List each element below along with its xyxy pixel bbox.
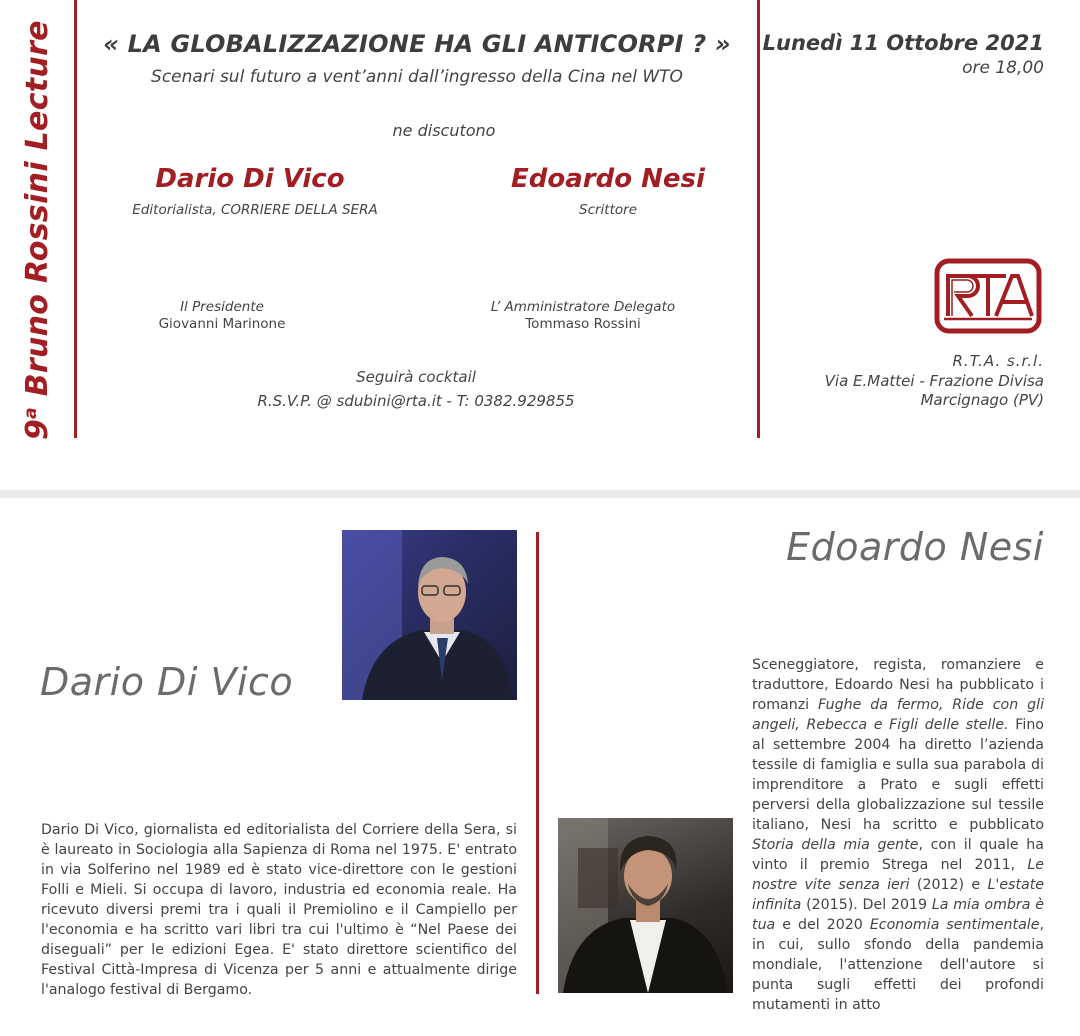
discussion-intro: ne discutono xyxy=(392,121,496,140)
company-address-line1: Via E.Mattei - Frazione Divisa xyxy=(824,372,1044,390)
divico-photo xyxy=(342,530,517,700)
cocktail-note: Seguirà cocktail xyxy=(356,368,476,386)
speaker-role-nesi: Scrittore xyxy=(579,202,637,218)
event-date: Lunedì 11 Ottobre 2021 xyxy=(762,31,1044,55)
event-subtitle: Scenari sul futuro a vent’anni dall’ingresso della Cina nel WTO xyxy=(151,67,683,87)
rta-logo xyxy=(934,258,1042,334)
nesi-name-heading: Edoardo Nesi xyxy=(786,525,1044,569)
left-divider-line xyxy=(74,0,77,438)
speaker-name-divico: Dario Di Vico xyxy=(155,164,345,194)
speaker-role-divico: Editorialista, CORRIERE DELLA SERA xyxy=(132,202,378,218)
president-title: Il Presidente xyxy=(180,299,264,315)
speaker-name-nesi: Edoardo Nesi xyxy=(511,164,705,194)
section-divider xyxy=(0,490,1080,498)
nesi-photo xyxy=(558,818,733,993)
company-name: R.T.A. s.r.l. xyxy=(952,352,1044,370)
divico-bio: Dario Di Vico, giornalista ed editorialista del Corriere della Sera, si è laureato in Sociologia alla Sapienza di Roma nel 1975. E' entrato in via Solferino nel 1989 ed è stato vice-direttore con le gestioni Folli e Mieli. Si occupa di lavoro, industria ed economia reale. Ha ricevuto diversi premi tra i quali il Premiolino e il Campiello per l'economia e ha scritto vari libri tra cui l'ultimo è “Nel Paese dei diseguali” per le edizioni Egea. E' stato direttore scientifico del Festival Città-Impresa di Vicenza per 5 anni e attualmente dirige l'analogo festival di Bergamo. xyxy=(41,822,517,998)
ceo-title: L’ Amministratore Delegato xyxy=(490,299,676,315)
nesi-bio: Sceneggiatore, regista, romanziere e traduttore, Edoardo Nesi ha pubblicato i romanzi Fughe da fermo, Ride con gli angeli, Rebecca e Figli delle stelle. Fino al settembre 2004 ha diretto l’azienda tessile di famiglia e sulla sua parabola di imprenditore a Prato e sugli effetti perversi della globalizzazione sul tessile italiano, Nesi ha scritto e pubblicato Storia della mia gente, con il quale ha vinto il premio Strega nel 2011, Le nostre vite senza ieri (2012) e L'estate infinita (2015). Del 2019 La mia ombra è tua e del 2020 Economia sentimentale, in cui, sullo sfondo della pandemia mondiale, l'attenzione dell'autore si punta sugli effetti dei profondi mutamenti in atto xyxy=(752,657,1045,1013)
event-title: « LA GLOBALIZZAZIONE HA GLI ANTICORPI ? » xyxy=(103,30,731,58)
bio-divider-line xyxy=(536,532,539,994)
divico-name-heading: Dario Di Vico xyxy=(40,660,294,704)
lecture-vertical-title: 9$^a$ Bruno Rossini Lecture xyxy=(20,20,55,440)
right-divider-line xyxy=(757,0,760,438)
invitation-card xyxy=(0,0,1080,490)
ceo-name: Tommaso Rossini xyxy=(525,316,641,332)
event-time: ore 18,00 xyxy=(962,58,1044,78)
rsvp-line: R.S.V.P. @ sdubini@rta.it - T: 0382.929855 xyxy=(257,392,575,410)
president-name: Giovanni Marinone xyxy=(158,316,286,332)
company-address-line2: Marcignago (PV) xyxy=(920,391,1044,409)
